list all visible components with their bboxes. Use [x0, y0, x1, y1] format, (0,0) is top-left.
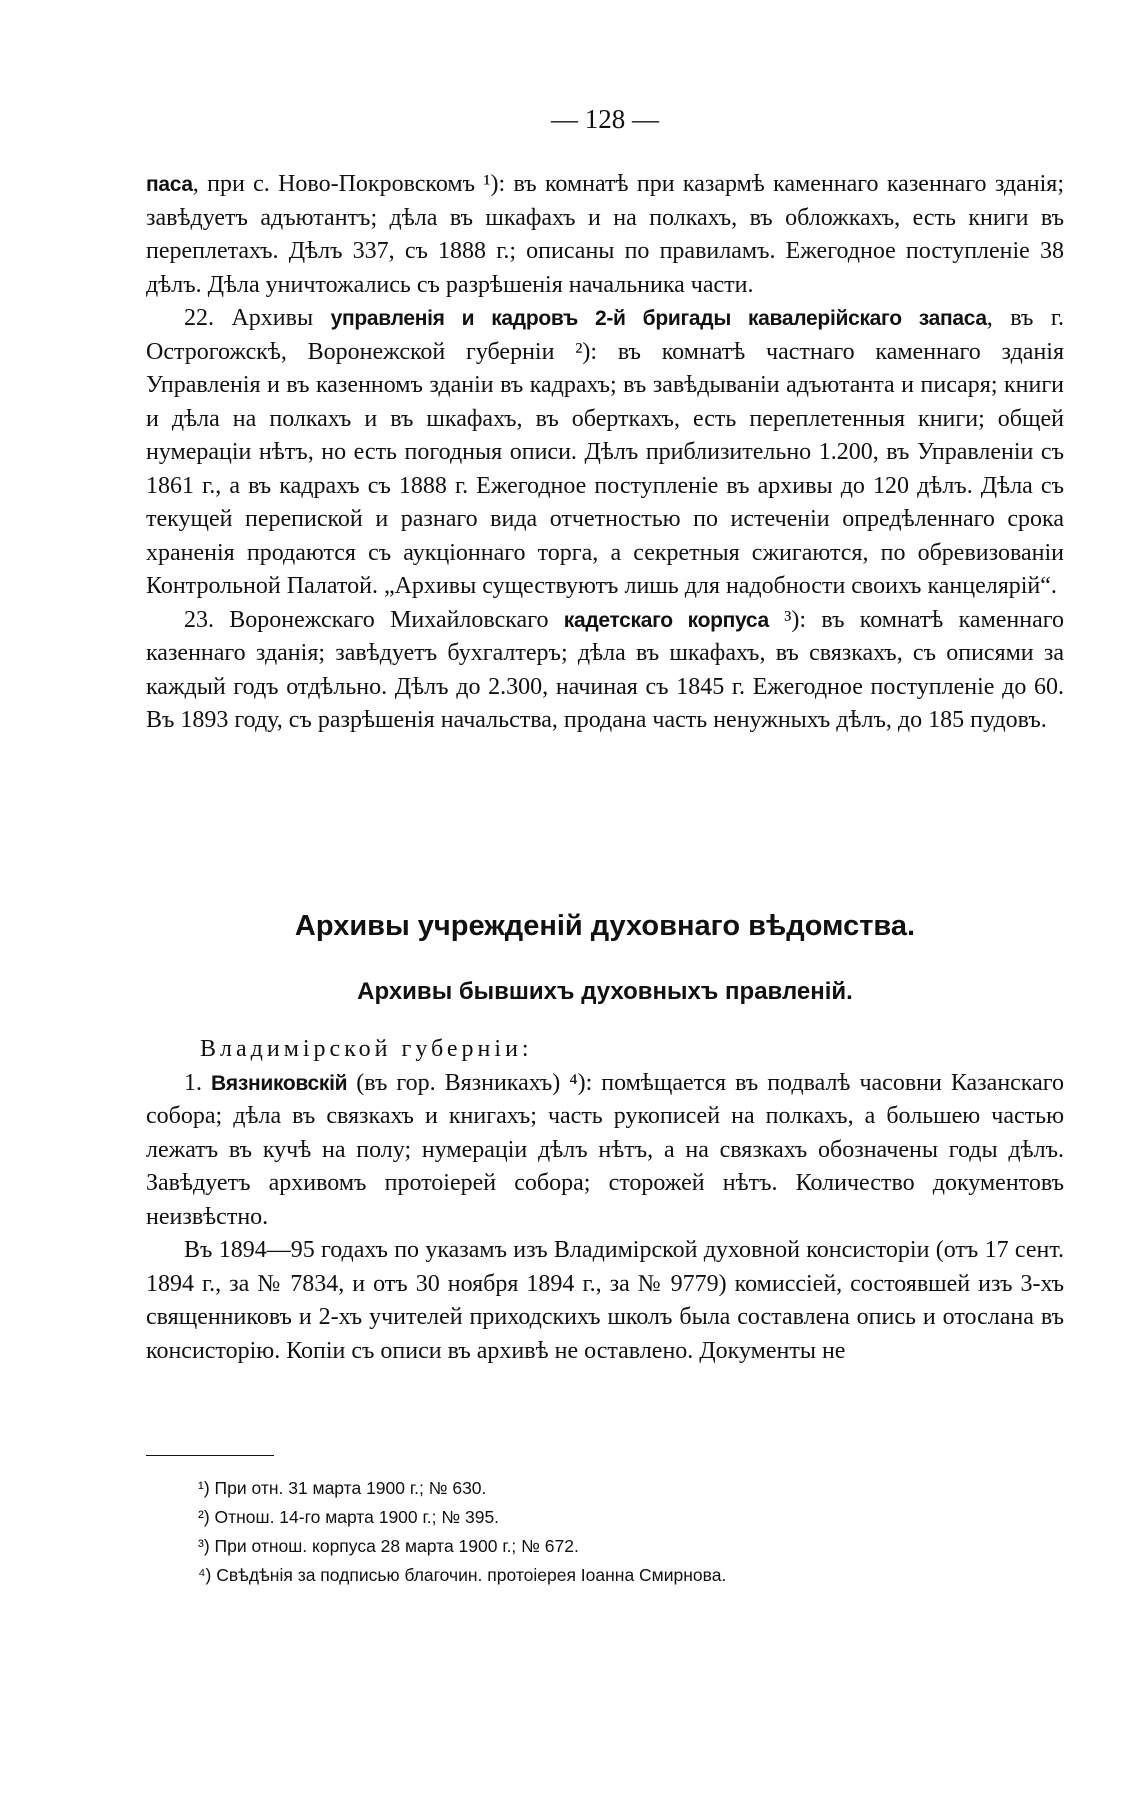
- footnote: ³) При отнош. корпуса 28 марта 1900 г.; № 672.: [198, 1536, 579, 1556]
- paragraph-text: , въ г. Острогожскѣ, Воронежской губерніи ²): въ комнатѣ частнаго каменнаго зданія Управленія и въ казенномъ зданіи въ кадрахъ; въ завѣдываніи адъютанта и писаря; книги и дѣла на полкахъ и въ шкафахъ, въ оберткахъ, есть переплетенныя книги; общей нумераціи нѣтъ, но есть погодныя описи. Дѣлъ приблизительно 1.200, въ Управленіи съ 1861 г., а въ кадрахъ съ 1888 г. Ежегодное поступленіе въ архивы до 120 дѣлъ. Дѣла съ текущей перепиской и разнаго вида отчетностью по истеченіи опредѣленнаго срока храненія продаются съ аукціоннаго торга, а секретныя сжигаются, по обревизованіи Контрольной Палатой. „Архивы существуютъ лишь для надобности своихъ канцелярій“.: [146, 305, 1064, 599]
- paragraph-1: [146, 1067, 1064, 1235]
- paragraph-text: (въ гор. Вязникахъ) ⁴): помѣщается въ подвалѣ часовни Казанскаго собора; дѣла въ связкахъ и книгахъ; часть рукописей на полкахъ, а большею частью лежатъ въ кучѣ на полу; нумераціи дѣлъ нѣтъ, а на связкахъ обозначены годы дѣлъ. Завѣдуетъ архивомъ протоіерей собора; сторожей нѣтъ. Количество документовъ неизвѣстно.: [146, 1069, 1065, 1230]
- paragraph-22: [146, 302, 1064, 604]
- paragraph-text: ³): въ комнатѣ каменнаго казеннаго зданія; завѣдуетъ бухгалтеръ; дѣла въ шкафахъ, въ связкахъ, съ описями за каждый годъ отдѣльно. Дѣлъ до 2.300, начиная съ 1845 г. Ежегодное поступленіе до 60. Въ 1893 году, съ разрѣшенія начальства, продана часть ненужныхъ дѣлъ, до 185 пудовъ.: [146, 606, 1064, 733]
- bold-term: Вязниковскій: [211, 1071, 348, 1095]
- paragraph-text: , при с. Ново-Покровскомъ ¹): въ комнатѣ при казармѣ каменнаго казеннаго зданія; завѣдуетъ адъютантъ; дѣла въ шкафахъ и на полкахъ, въ обложкахъ, есть книги въ переплетахъ. Дѣлъ 337, съ 1888 г.; описаны по правиламъ. Ежегодное поступленіе 38 дѣлъ. Дѣла уничтожались съ разрѣшенія начальника части.: [146, 171, 1064, 298]
- bold-term: кадетскаго корпуса: [563, 608, 769, 632]
- footnote: ¹) При отн. 31 марта 1900 г.; № 630.: [198, 1478, 487, 1498]
- bold-term: управленія и кадровъ 2-й бригады кавалерійскаго запаса: [330, 307, 987, 330]
- section-heading: Архивы учрежденій духовнаго вѣдомства.: [294, 910, 916, 942]
- page-number: — 128 —: [551, 104, 659, 134]
- subsection-heading: Архивы бывшихъ духовныхъ правленій.: [357, 978, 853, 1005]
- footnote: ²) Отнош. 14-го марта 1900 г.; № 395.: [198, 1507, 500, 1527]
- paragraph-history: Въ 1894—95 годахъ по указамъ изъ Владимірской духовной консисторіи (отъ 17 сент. 1894 г., за № 7834, и отъ 30 ноября 1894 г., за № 9779) комиссіей, состоявшей изъ 3-хъ священниковъ и 2-хъ учителей приходскихъ школъ была составлена опись и отослана въ консисторію. Копіи съ описи въ архивѣ не оставлено. Документы не: [146, 1237, 1064, 1364]
- paragraph-text: 23. Воронежскаго Михайловскаго: [184, 606, 564, 633]
- region-heading: Владимірской губерніи:: [200, 1036, 533, 1062]
- paragraph-text: 22. Архивы: [184, 305, 331, 331]
- paragraph-23: [146, 604, 1064, 738]
- main-text-block: [146, 168, 1064, 738]
- second-text-block: [146, 1033, 1064, 1368]
- bold-term: паса: [146, 173, 193, 196]
- paragraph-continuation: [146, 168, 1064, 302]
- paragraph-text: 1.: [184, 1069, 211, 1096]
- footnote-divider: [146, 1455, 274, 1456]
- footnotes: [198, 1474, 1058, 1590]
- footnote: ⁴) Свѣдѣнія за подписью благочин. протоіерея Іоанна Смирнова.: [198, 1565, 727, 1585]
